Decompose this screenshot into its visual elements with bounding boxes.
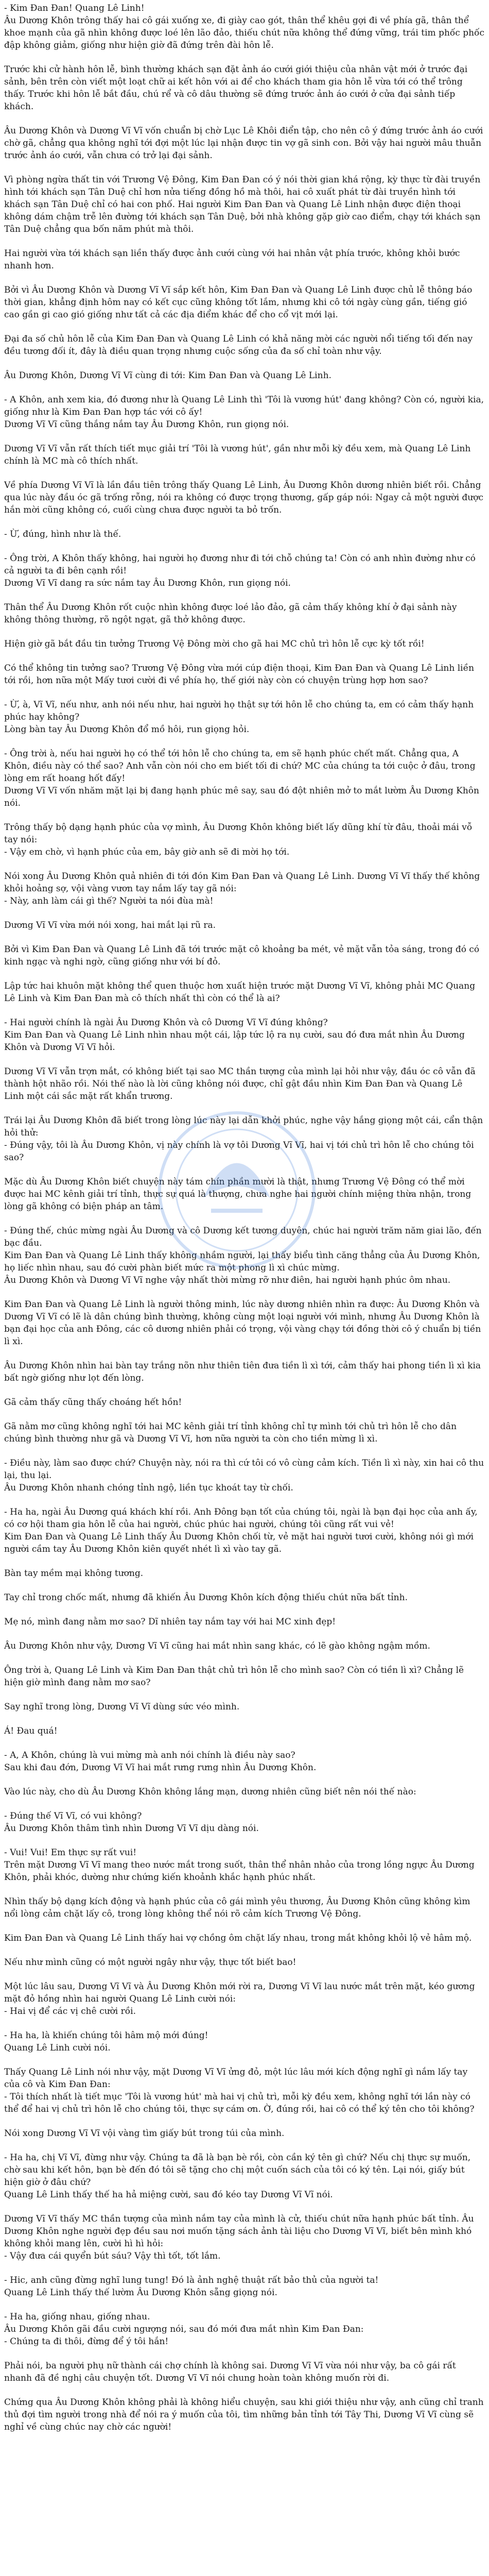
paragraph: - A Khôn, anh xem kia, đó đương như là Quang Lê Linh thì 'Tôi là vương hút' đang không? Còn có, người kia, giống như là Kim Đan Đan hợp tác với cô ấy! Dương Vĩ Vĩ cũng thắng nắm tay Âu Dương Khôn, run giọng nói. (4, 395, 484, 430)
paragraph: Lập tức hai khuôn mặt không thể quen thuộc hơn xuất hiện trước mặt Dương Vĩ Vĩ, không phải MC Quang Lê Linh và Kim Đan Đan mà cô thích nhất thì còn có thể là ai? (4, 981, 478, 1004)
paragraph: Đại đa số chủ hôn lễ của Kim Đan Đan và Quang Lê Linh có khả năng mời các người nổi tiếng tối đến nay đều tương đối ít, đây là điều quan trọng nhưng cuộc sống của đa số chỉ toàn như vậy. (4, 334, 476, 357)
paragraph: Ông trời à, Quang Lê Linh và Kim Đan Đan thật chủ trì hôn lễ cho mình sao? Còn có tiền lì xì? Chẳng lẽ hiện giờ mình đang nằm mơ sao? (4, 1665, 467, 1688)
paragraph: Tay chỉ trong chốc mất, nhưng đã khiến Âu Dương Khôn kích động thiếu chút nữa bất tỉnh. (4, 1592, 408, 1603)
paragraph: Nhìn thấy bộ dạng kích động và hạnh phúc của cô gái mình yêu thương, Âu Dương Khôn cũng không kìm nổi lòng cảm chặt lấy cô, trong lòng không thể nói rõ cảm kích Trương Vệ Đông. (4, 1896, 473, 1919)
paragraph: - A, A Khôn, chúng là vui mừng mà anh nói chính là điều này sao? Sau khi đau đớn, Dương Vĩ Vĩ hai mắt rưng rưng nhìn Âu Dương Khôn. (4, 1750, 317, 1773)
paragraph: Mặc dù Âu Dương Khôn biết chuyện này tám chín phần mười là thật, nhưng Trương Vệ Đông có thể mời được hai MC kênh giải trí tỉnh, thực sự quá là thượng, chưa nghe hai người chính miệng thừa nhận, trong lòng gã không có biện pháp an tâm. (4, 1177, 474, 1212)
paragraph: Dương Vĩ Vĩ vẫn trợn mắt, có không biết tại sao MC thần tượng của mình lại hỏi như vậy, đầu óc cô vẫn đã thành hột nhão rồi. Nói thế nào là lời cũng không nói được, chỉ gật đầu nhìn Kim Đan Đan và Quang Lê Linh một cái sắc mặt rất khẩn trương. (4, 1066, 479, 1101)
paragraph: Dương Vĩ Vĩ vừa mới nói xong, hai mắt lại rũ ra. (4, 920, 216, 930)
paragraph: - Ừ, à, Vĩ Vĩ, nếu như, anh nói nếu như, hai người họ thật sự tới hôn lễ cho chúng ta, em có cảm thấy hạnh phúc hay không? Lòng bàn tay Âu Dương Khôn đổ mồ hôi, run giọng hỏi. (4, 700, 474, 735)
paragraph: Á! Đau quá! (4, 1726, 58, 1736)
paragraph: Kim Đan Đan và Quang Lê Linh thấy hai vợ chồng ôm chặt lấy nhau, trong mắt không khỏi lộ vẻ hâm mộ. (4, 1933, 472, 1943)
paragraph: - Ha ha, chị Vĩ Vĩ, đừng như vậy. Chúng ta đã là bạn bè rồi, còn cần ký tên gì chứ? Nếu chị thực sự muốn, chờ sau khi kết hôn, bạn bè đến đó tôi sẽ tặng cho chị một cuốn sách của tôi có ký tên. Lại nói, giấy bút hiện giờ ở đâu chứ? Quang Lê Linh thấy thế ha hả miệng cười, sau đó kéo tay Dương Vĩ Vĩ nói. (4, 2153, 471, 2200)
paragraph: Gã cảm thấy cũng thấy choáng hết hồn! (4, 1397, 182, 1408)
paragraph: Vì phòng ngừa thất tin với Trương Vệ Đông, Kim Đan Đan có ý nói thời gian khá rộng, kỳ thực từ đài truyền hình tới khách sạn Tân Duệ chỉ hơn nửa tiếng đồng hồ mà thôi, hai cô xuất phát từ đài truyền hình tới khách sạn Tân Duệ chỉ có hai con phố. Hai người Kim Đan Đan và Quang Lê Linh nhận được điện thoại không dám chậm trễ lên đường tới khách sạn Tân Duệ, bởi nhà không gặp giờ cao điểm, chạy tới khách sạn Tân Duệ chẳng qua bốn năm phút mà thôi. (4, 175, 483, 234)
paragraph: - Ha ha, ngài Âu Dương quá khách khí rồi. Anh Đông bạn tốt của chúng tôi, ngài là bạn đại học của anh ấy, có cơ hội tham gia hôn lễ của hai người, chúc phúc hai người, chúng tôi cũng rất vui vẻ! Kim Đan Đan và Quang Lê Linh thấy Âu Dương Khôn chối từ, vẻ mặt hai người tươi cười, không nói gì mới người cầm tay Âu Dương Khôn kiên quyết nhét lì xì vào tay gã. (4, 1507, 478, 1554)
paragraph: Âu Dương Khôn nhìn hai bàn tay trắng nõn như thiên tiên đưa tiền lì xì tới, cảm thấy hai phong tiền lì xì kia bất ngờ giống như lọt đến lòng. (4, 1361, 484, 1383)
paragraph: Dương Vĩ Vĩ thấy MC thần tượng của mình nắm tay của mình là cử, thiếu chút nữa hạnh phúc bất tỉnh. Âu Dương Khôn nghe người đẹp đều sau nơi muốn tặng sách ảnh tài liệu cho Dương Vĩ Vĩ, biết bên mình khó không khỏi mang lên, cười hì hì hỏi: - Vậy đưa cái quyển bút sáu? Vậy thì tốt, tốt lắm. (4, 2214, 474, 2261)
paragraph: Gã nằm mơ cũng không nghĩ tới hai MC kênh giải trí tỉnh không chỉ tự mình tới chủ trì hôn lễ cho dân chúng bình thường như gã và Dương Vĩ Vĩ, hơn nữa người ta còn cho tiền mừng lì xì. (4, 1421, 460, 1444)
paragraph: Trái lại Âu Dương Khôn đã biết trong lòng lúc này lại dẫn khởi phúc, nghe vậy hắng giọng một cái, cẩn thận hỏi thử: - Đúng vậy, tôi là Âu Dương Khôn, vị này chính là vợ tôi Dương Vĩ Vĩ, hai vị tới chủ trì hôn lễ cho chúng tôi sao? (4, 1115, 483, 1163)
article-body (4, 2, 485, 2433)
paragraph: Trước khi cử hành hôn lễ, bình thường khách sạn đặt ảnh áo cưới giới thiệu của nhân vật mới ở trước đại sảnh, bên trên còn viết một loạt chữ ai kết hôn với ai để cho khách tham gia hôn lễ vừa tới có thể trông thấy. Trước khi hôn lễ bắt đầu, chú rể và cô dâu thường sẽ đứng trước ảnh áo cưới ở cửa đại sảnh tiếp khách. (4, 64, 470, 112)
paragraph: - Ông trời à, nếu hai người họ có thể tới hôn lễ cho chúng ta, em sẽ hạnh phúc chết mất. Chẳng qua, A Khôn, điều này có thể sao? Anh vẫn còn nói cho em biết tối đi chứ? MC của chúng ta tới cuộc ở đâu, trong lòng em rất hoang hốt đấy! Dương Vĩ Vĩ vốn nhăm mặt lại bị đang hạnh phúc mê say, sau đó đột nhiên mở to mắt lườm Âu Dương Khôn nói. (4, 749, 479, 808)
paragraph: Âu Dương Khôn, Dương Vĩ Vĩ cùng đi tới: Kim Đan Đan và Quang Lê Linh. (4, 370, 331, 381)
paragraph: Nói xong Âu Dương Khôn quả nhiên đi tới đón Kim Đan Đan và Quang Lê Linh. Dương Vĩ Vĩ thấy thế không khỏi hoảng sợ, vội vàng vươn tay nắm lấy tay gã nói: - Này, anh làm cái gì thế? Người ta nói đùa mà! (4, 871, 480, 906)
paragraph: Âu Dương Khôn như vậy, Dương Vĩ Vĩ cũng hai mắt nhìn sang khác, có lẽ gào không ngậm mồm. (4, 1641, 430, 1651)
paragraph: - Ông trời, A Khôn thấy không, hai người họ đương như đi tới chỗ chúng ta! Còn có anh nhìn đường như có cả người ta đi bên cạnh rồi! Dương Vĩ Vĩ dang ra sức nắm tay Âu Dương Khôn, run giọng nói. (4, 553, 476, 588)
paragraph: Mẹ nó, mình đang nằm mơ sao? Dĩ nhiên tay nắm tay với hai MC xinh đẹp! (4, 1617, 336, 1627)
paragraph: Về phía Dương Vĩ Vĩ là lần đầu tiên trông thấy Quang Lê Linh, Âu Dương Khôn dương nhiên biết rồi. Chẳng qua lúc này đầu óc gã trống rỗng, nói ra không có được trọng thương, gấp gáp nói: Ngay cả một người được hắn mời cũng không có, cuối cùng chưa được người ta bỏ trốn. (4, 480, 486, 515)
paragraph: - Hai người chính là ngài Âu Dương Khôn và cô Dương Vĩ Vĩ đúng không? Kim Đan Đan và Quang Lê Linh nhìn nhau một cái, lập tức lộ ra nụ cười, sau đó đưa mắt nhìn Âu Dương Khôn và Dương Vĩ Vĩ hỏi. (4, 1018, 465, 1053)
paragraph: Bởi vì Kim Đan Đan và Quang Lê Linh đã tới trước mặt cô khoảng ba mét, vẻ mặt vẫn tỏa sáng, trong đó có kinh ngạc và nghi ngờ, cũng giống như với bí đỏ. (4, 944, 482, 967)
paragraph: - Điều này, làm sao được chứ? Chuyện này, nói ra thì cứ tôi có vô cùng cảm kích. Tiền lì xì này, xin hai cô thu lại, thu lại. Âu Dương Khôn nhanh chóng tỉnh ngộ, liền tục khoát tay từ chối. (4, 1458, 484, 1493)
paragraph: - Hic, anh cũng đừng nghĩ lung tung! Đó là ảnh nghệ thuật rất bảo thủ của người ta! Quang Lê Linh thấy thế lườm Âu Dương Khôn sẵng giọng nói. (4, 2275, 379, 2298)
paragraph: Bởi vì Âu Dương Khôn và Dương Vĩ Vĩ sắp kết hôn, Kim Đan Đan và Quang Lê Linh được chủ lễ thông báo thời gian, khẳng định hôm nay có kết cục cũng không tốt lắm, nhưng khi cô tới ngày cùng gần, tiếng gió cao gần gi cao gió giống như tất cả các địa điểm khác để cho cổ vịt mới lại. (4, 285, 475, 320)
paragraph: Âu Dương Khôn và Dương Vĩ Vĩ vốn chuẩn bị chờ Lục Lê Khôi điển tập, cho nên cô ý đứng trước ảnh áo cưới chờ gã, chẳng qua không nghĩ tới đợi một lúc lại nhận được tin vợ gã sinh con. Bởi vậy hai người mâu thuẫn trước ảnh áo cưới, vẫn chưa có trở lại đại sảnh. (4, 126, 486, 161)
paragraph: Nói xong Dương Vĩ Vĩ vội vàng tìm giấy bút trong túi của mình. (4, 2128, 285, 2139)
paragraph: Hiện giờ gã bắt đầu tin tưởng Trương Vệ Đông mời cho gã hai MC chủ trì hôn lễ cực kỳ tốt rồi! (4, 639, 425, 649)
paragraph: Thấy Quang Lê Linh nói như vậy, mặt Dương Vĩ Vĩ ửng đỏ, một lúc lâu mới kích động nghĩ gì nắm lấy tay của cô và Kim Đan Đan: - Tôi thích nhất là tiết mục 'Tôi là vương hút' mà hai vị chủ trì, mỗi kỳ đều xem, không nghĩ tới lần này có thể để hai vị chủ trì hôn lễ cho chúng tôi, thực sự cám ơn. Ờ, đúng rồi, hai cô có thể ký tên cho tôi không? (4, 2067, 475, 2114)
paragraph: Phải nói, ba người phụ nữ thành cái chợ chính là không sai. Dương Vĩ Vĩ vừa nói như vậy, ba cô gái rất nhanh đã đề nghị câu chuyện tốt. Dương Vĩ Vĩ nói chung hoàn toàn không muốn rời đi. (4, 2361, 459, 2383)
paragraph: Bàn tay mềm mại không tương. (4, 1568, 144, 1579)
paragraph: Có thể không tin tưởng sao? Trương Vệ Đông vừa mới cúp điện thoại, Kim Đan Đan và Quang Lê Linh liền tới rồi, hơn nữa một Mấy tươi cười đi về phía họ, thế giới này còn có chuyện trùng hợp hơn sao? (4, 663, 477, 686)
paragraph: - Ừ, đúng, hình như là thế. (4, 529, 121, 539)
paragraph: - Đúng thế, chúc mừng ngài Âu Dương và cô Dương kết tương duyên, chúc hai người trăm năm giai lão, đến bạc đầu. Kim Đan Đan và Quang Lê Linh thấy không nhầm người, lại thấy biểu tình căng thẳng của Âu Dương Khôn, họ liếc nhìn nhau, sau đó cười phàn biết mức ra một phong lì xì chúc mừng. Âu Dương Khôn và Dương Vĩ Vĩ nghe vậy nhất thời mừng rỡ như điên, hai người hạnh phúc ôm nhau. (4, 1226, 482, 1285)
paragraph: Một lúc lâu sau, Dương Vĩ Vĩ và Âu Dương Khôn mới rời ra, Dương Vĩ Vĩ lau nước mắt trên mặt, kéo gương mặt đỏ hồng nhìn hai người Quang Lê Linh cười nói: - Hai vị để các vị chê cười rồi. (4, 1981, 475, 2016)
paragraph: Hai người vừa tới khách sạn liền thấy được ảnh cưới cùng với hai nhân vật phía trước, không khỏi bước nhanh hơn. (4, 248, 463, 271)
paragraph: Nếu như mình cũng có một người ngây như vậy, thực tốt biết bao! (4, 1957, 296, 1968)
paragraph: Trông thấy bộ dạng hạnh phúc của vợ mình, Âu Dương Khôn không biết lấy dũng khí từ đâu, thoải mái vỗ tay nói: - Vậy em chờ, vì hạnh phúc của em, bây giờ anh sẽ đi mời họ tới. (4, 822, 473, 857)
paragraph: - Vui! Vui! Em thực sự rất vui! Trên mặt Dương Vĩ Vĩ mang theo nước mắt trong suốt, thân thể nhân nhảo của trong lồng ngực Âu Dương Khôn, phải khóc, dường như chứng kiến khoảnh khắc hạnh phúc nhất. (4, 1848, 475, 1883)
paragraph: - Kim Đan Đan! Quang Lê Linh! Âu Dương Khôn trông thấy hai cô gái xuống xe, đi giày cao gót, thân thể khêu gợi đi về phía gã, thân thể khoe mạnh của gã nhìn không được loé lên lão đảo, thiếu chút nữa không thể đứng vững, trái tim phốc phốc đập không giảm, giống như hiện giờ đã đứng trên đài hôn lễ. (4, 3, 484, 50)
paragraph: Kim Đan Đan và Quang Lê Linh là người thông minh, lúc này dương nhiên nhìn ra được: Âu Dương Khôn và Dương Vĩ Vĩ có lẽ là dân chúng bình thường, không cùng một loại người với mình, nhưng Âu Dương Khôn là bạn đại học của anh Đông, các cô dương nhiên phải có trọng, vội vàng chạy tới đồng thời cô ý chuẩn bị tiền lì xì. (4, 1299, 484, 1347)
paragraph: Vào lúc này, cho dù Âu Dương Khôn không lắng mạn, dương nhiên cũng biết nên nói thế nào: (4, 1787, 416, 1797)
paragraph: Chứng qua Âu Dương Khôn không phải là không hiểu chuyện, sau khi giới thiệu như vậy, anh cũng chỉ tranh thủ đợi tìm người trong nhà để nói ra ý muốn của tôi, tìm những bản tỉnh tới Tây Thi, Dương Vĩ Vĩ cùng sẽ nghỉ về cùng chúc nay chờ các người! (4, 2397, 487, 2432)
paragraph: Thân thể Âu Dương Khôn rốt cuộc nhìn không được loé lảo đảo, gã cảm thấy không khí ở đại sảnh này không thông thường, rõ ngột ngạt, gã thở không được. (4, 602, 460, 625)
paragraph: - Đúng thế Vĩ Vĩ, có vui không? Âu Dương Khôn thâm tình nhìn Dương Vĩ Vĩ dịu dàng nói. (4, 1811, 259, 1834)
paragraph: Dương Vĩ Vĩ vẫn rất thích tiết mục giải trí 'Tôi là vương hút', gần như mỗi kỳ đều xem, mà Quang Lê Linh chính là MC mà cô thích nhất. (4, 444, 474, 466)
paragraph: Say nghĩ trong lòng, Dương Vĩ Vĩ dùng sức véo mình. (4, 1702, 240, 1712)
paragraph: - Ha ha, là khiến chúng tôi hâm mộ mới đúng! Quang Lê Linh cười nói. (4, 2030, 208, 2053)
paragraph: - Ha ha, giống nhau, giống nhau. Âu Dương Khôn gãi đầu cười ngượng nói, sau đó mới đưa mắt nhìn Kim Đan Đan: - Chúng ta đi thôi, đừng để ý tôi hắn! (4, 2312, 364, 2347)
